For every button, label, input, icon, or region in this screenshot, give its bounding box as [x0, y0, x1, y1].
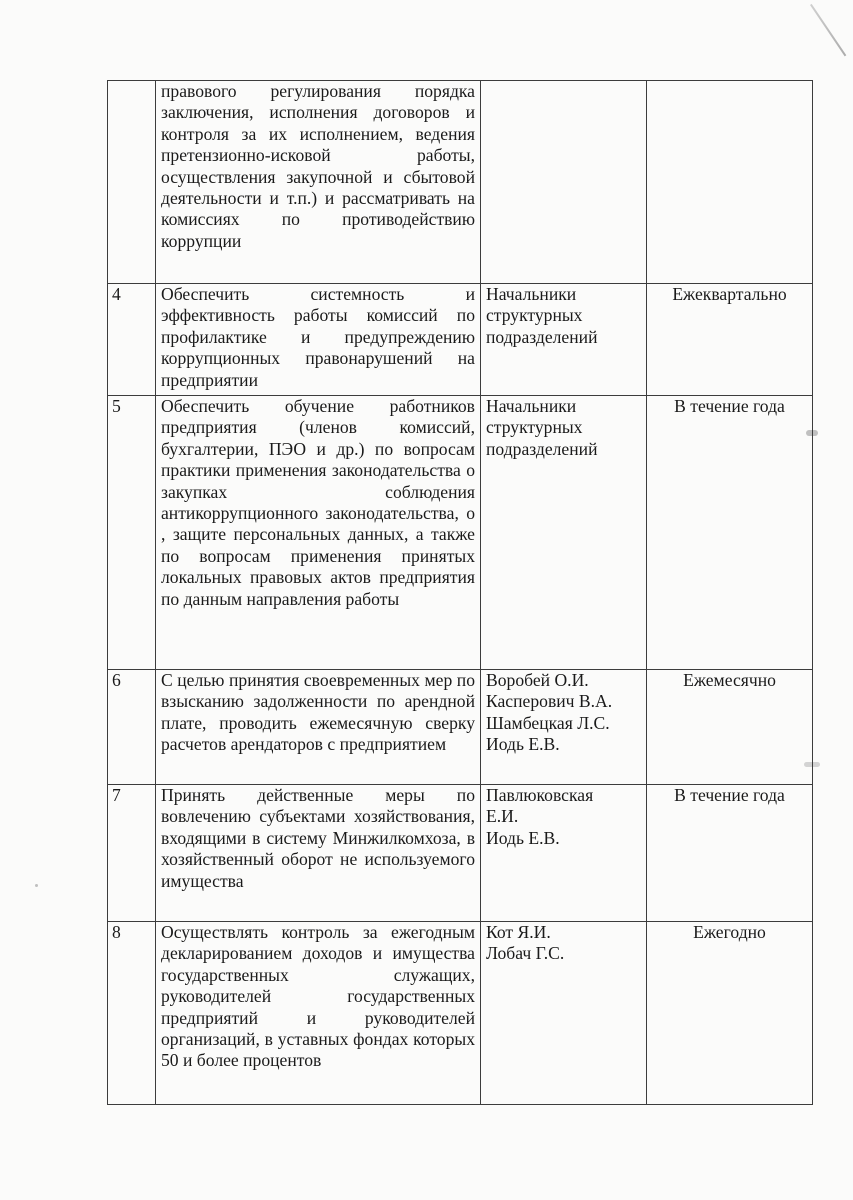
deadline: Ежегодно	[647, 922, 813, 1105]
deadline: Ежемесячно	[647, 670, 813, 785]
row-number: 6	[108, 670, 156, 785]
responsible-persons: Начальники структурных подразделений	[481, 396, 647, 670]
table-row	[108, 922, 813, 1105]
responsible-persons: Павлюковская Е.И. Иодь Е.В.	[481, 785, 647, 922]
scan-artifact-mark	[35, 884, 38, 887]
responsible-persons: Начальники структурных подразделений	[481, 284, 647, 396]
responsible-persons: Воробей О.И. Касперович В.А. Шамбецкая Л.С. Иодь Е.В.	[481, 670, 647, 785]
deadline: В течение года	[647, 396, 813, 670]
deadline	[647, 81, 813, 284]
responsible-persons	[481, 81, 647, 284]
deadline: В течение года	[647, 785, 813, 922]
row-number	[108, 81, 156, 284]
table-row	[108, 284, 813, 396]
measure-text: Обеспечить обучение работников предприятия (членов комиссий, бухгалтерии, ПЭО и др.) по вопросам практики применения законодательства о закупках соблюдения антикоррупционного законодательства, о , защите персональных данных, а также по вопросам применения принятых локальных правовых актов предприятия по данным направления работы	[156, 396, 481, 670]
row-number: 5	[108, 396, 156, 670]
table-row	[108, 670, 813, 785]
table-row	[108, 81, 813, 284]
table-row	[108, 785, 813, 922]
row-number: 8	[108, 922, 156, 1105]
anticorruption-plan-table	[107, 80, 813, 1105]
responsible-persons: Кот Я.И. Лобач Г.С.	[481, 922, 647, 1105]
deadline: Ежеквартально	[647, 284, 813, 396]
row-number: 4	[108, 284, 156, 396]
measure-text: Принять действенные меры по вовлечению субъектами хозяйствования, входящими в систему Минжилкомхоза, в хозяйственный оборот не используемого имущества	[156, 785, 481, 922]
measure-text: Обеспечить системность и эффективность работы комиссий по профилактике и предупреждению коррупционных правонарушений на предприятии	[156, 284, 481, 396]
table-row	[108, 396, 813, 670]
measure-text: Осуществлять контроль за ежегодным декларированием доходов и имущества государственных служащих, руководителей государственных предприятий и руководителей организаций, в уставных фондах которых 50 и более процентов	[156, 922, 481, 1105]
measure-text: С целью принятия своевременных мер по взысканию задолженности по арендной плате, проводить ежемесячную сверку расчетов арендаторов с предприятием	[156, 670, 481, 785]
row-number: 7	[108, 785, 156, 922]
scan-artifact-line	[810, 4, 846, 57]
measure-text: правового регулирования порядка заключения, исполнения договоров и контроля за их исполнением, ведения претензионно-исковой работы, осуществления закупочной и сбытовой деятельности и т.п.) и рассматривать на комиссиях по противодействию коррупции	[156, 81, 481, 284]
